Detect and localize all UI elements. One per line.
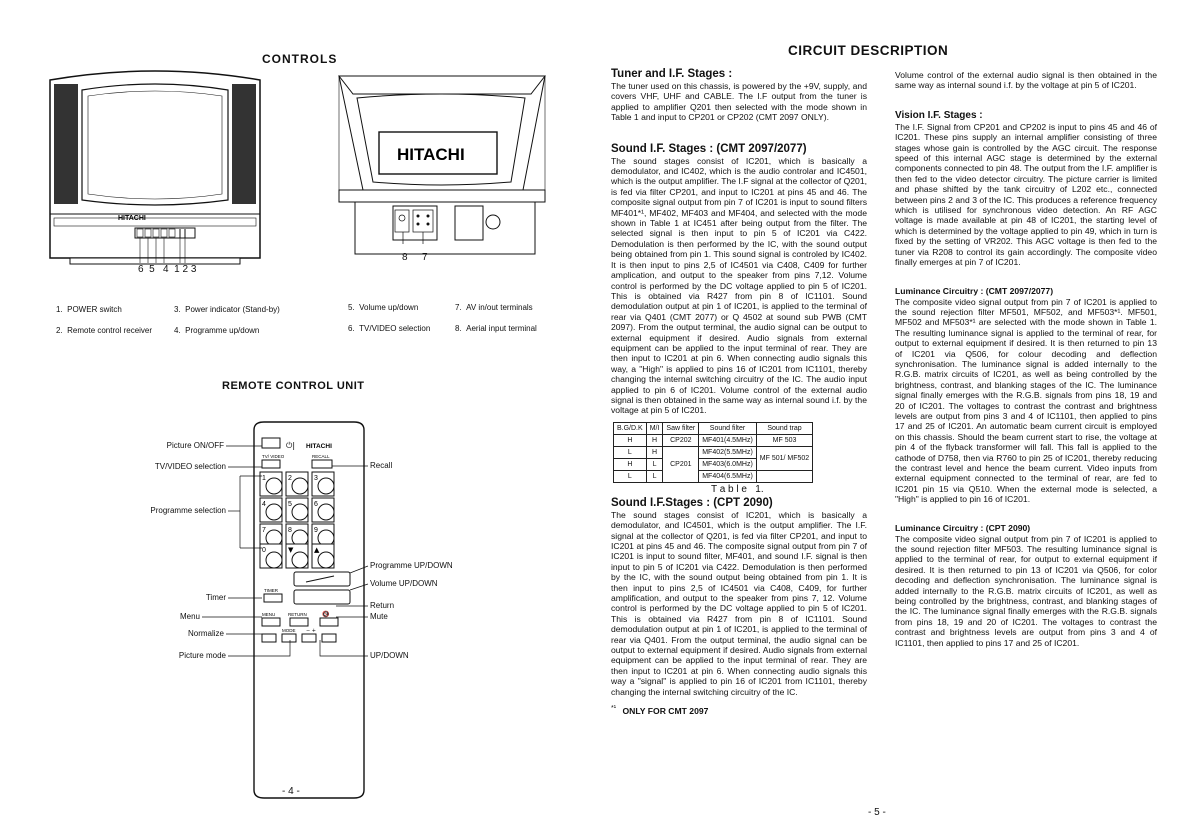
svg-text:5: 5 (288, 501, 292, 508)
page-number-right: - 5 - (868, 807, 886, 818)
remote-label-programme-selection: Programme selection (150, 506, 226, 515)
remote-menu-label: MENU (262, 612, 276, 617)
back-callout-7: 7 (422, 252, 428, 263)
tuner-heading: Tuner and I.F. Stages : (611, 68, 733, 80)
remote-label-mute: Mute (370, 612, 388, 621)
controls-title: CONTROLS (262, 52, 338, 66)
table-caption: T a b l e 1. (711, 483, 764, 495)
luminance-2090-heading: Luminance Circuitry : (CPT 2090) (895, 522, 1031, 533)
sound-if-2090-paragraph: The sound stages consist of IC201, which is basically a demodulator, and IC4501, which is the output amplifier. The I.F. signal at the collector of Q201, is fed via filter CP201, and input to IC201 at pins 45 and 46. The composite signal output from pin 7 of IC201 is input to sound filter, MF401, and sound I.F. signal is then input to pin 5 of IC201 via C422. Demodulation is then performed by the IC, with the sound output being obtained from pin 1. It is then input to pins 2,5 of IC4501 via C408, C409, for further amplification, and output to the speaker from pins 7, 12. Volume control is performed by the DC voltage applied to pin 5 of IC201. This is obtained via R427 from pin 8 of IC1101. Sound demodulation output at pin 1 of IC201, is applied to the terminal of rear via Q401. From the output terminal, the audio signal can be output to external equipment if desired. Audio signals from external equipment can be applied to the input terminal of rear. They are then input to IC201 at pin 6. When connecting audio signals this way a "signal" is applied to pin 16 of IC201 from IC1101, thereby changing the internal switching circuitry of the IC. (611, 509, 867, 697)
svg-text:− +: − + (306, 628, 316, 634)
legend-item-4: 4. Programme up/down (174, 326, 260, 335)
remote-brand-label: HITACHI (306, 443, 332, 450)
front-callout-numbers: 6 5 4 1 2 3 (138, 264, 197, 275)
remote-label-programme-updown: Programme UP/DOWN (370, 561, 453, 570)
remote-label-picture-onoff: Picture ON/OFF (166, 441, 224, 450)
remote-timer-label: TIMER (264, 588, 278, 593)
remote-label-updown: UP/DOWN (370, 651, 409, 660)
vision-paragraph: The I.F. Signal from CP201 and CP202 is input to pins 45 and 46 of IC201. These pins supply an internal amplifier consisting of three stages whose gain is controlled by the AGC circuit. The response speed of this internal AGC stage is determined by the external components connected to pin 48. The output from the I.F. amplifier is then fed to the video detector circuitry. The picture carrier is limited and phase shifted by the tank circuitry of L202 etc., connected between pins 2 and 3 of the IC. This produces a reference frequency which is utilised for synchronous video detection. An RF AGC voltage is made available at pin 48 of IC201, the starting level of which is determined by the voltage applied to pin 49, which in turn is fixed by the setting of VR202. This AGC voltage is then fed to the tuner via R208 to control its gain accordingly. The composite video finally emerges at pin 7 of IC201. (895, 121, 1157, 268)
intro-paragraph: Volume control of the external audio signal is then obtained in the same way as internal sound i.f. by the voltage at pin 5 of IC201. (895, 70, 1157, 91)
sound-if-2097-paragraph: The sound stages consist of IC201, which is basically a demodulator, and IC402, which is the audio controlar and IC4501, which is the output amplifier. The I.F signal at the collector of Q201, is fed via filter CP201, and input to IC201 at pins 45 and 46. The composite signal output from pin 7 of IC201 is input to sound filters MF401*¹, MF402, MF403 and MF404, and selected with the mode shown in Table 1 at IC451 after being output from the filter. The selected signal is then input to pin 5 of IC201 via C422. Demodulation is then performed by the IC, with the sound output being obtained from pin 1. This sound signal is controled by IC402. It is then input to pins 2,5 of IC4501 via C408, C409 for further amplication, and output to the speaker from pins 7,12. Volume control is performed by the DC voltage applied to pin 5 of IC201. This is obtained via R427 from pin 8 of IC1101. Sound demodulation output at pin 1 of IC201, is applied to the terminal of rear via Q401 (CMT 2077) or Q 4502 at sound sub PWB (CMT 2097). From the output terminal, the audio signal can be output to external equipment if desired. Audio signals from external equipment can be applied to the input terminal of rear. They are then input to IC201 at pin 6. When connecting audio signals this way, a "High" is applied to pins 16 of IC201 from IC1101, thereby changing the internal switching circuitry of the IC. The audio input applied to pin 6 of IC201. Volume control of the external audio signal is then obtained in the same way as internal sound i.f. by the voltage at pin 5 of IC201. (611, 155, 867, 416)
svg-text:9: 9 (314, 527, 318, 534)
tuner-paragraph: The tuner used on this chassis, is powered by the +9V, supply, and covers VHF, UHF and CABLE. The I.F output from the tuner is applied to amplifier Q201 then selected with the mode shown in Table 1 and input to CP201 or CP202 (CMT 2097 ONLY). (611, 81, 867, 123)
remote-label-recall: Recall (370, 461, 393, 470)
tv-front-brand: HITACHI (118, 215, 146, 222)
remote-title: REMOTE CONTROL UNIT (222, 380, 365, 392)
circuit-title: CIRCUIT DESCRIPTION (788, 43, 949, 58)
luminance-2090-paragraph: The composite video signal output from pin 7 of IC201 is applied to the sound rejection filter MF503. The resulting luminance signal is applied to the terminal of rear, for output to external equipment if desired. It is then returned to pin 13 of IC201 via Q506, for color decoding and deflection synchronisation. The luminance signal is added internally to the R.G.B. matrix circuits of IC201, as well as being controlled by the brightness, contrast, and blanking stages of the IC. The luminance signal finally emerges with the R.G.B. signals from pins 18, 19 and 20 of IC201. The voltages to contrast the contrast and brightness levels are output from pins 3 and 4 of IC1101, then applied to pins 17 and 25 of IC201. (895, 533, 1157, 648)
remote-label-volume-updown: Volume UP/DOWN (370, 579, 438, 588)
remote-mode-label: MODE (282, 628, 296, 633)
svg-text:▲: ▲ (314, 546, 320, 554)
remote-return-label: RETURN (288, 612, 307, 617)
luminance-2097-heading: Luminance Circuitry : (CMT 2097/2077) (895, 285, 1054, 296)
svg-text:🔇: 🔇 (322, 611, 330, 618)
svg-text:1: 1 (262, 475, 266, 482)
column-1 (611, 68, 867, 716)
back-callout-8: 8 (402, 252, 408, 263)
svg-text:0: 0 (262, 547, 266, 554)
remote-label-return: Return (370, 601, 395, 610)
svg-text:8: 8 (288, 527, 292, 534)
legend-item-8: 8. Aerial input terminal (455, 324, 537, 333)
remote-tvvideo-label: TV/ VIDEO (262, 454, 285, 459)
footnote: $^{*^1}$ ONLY FOR CMT 2097 (611, 705, 709, 716)
luminance-2097-paragraph: The composite video signal output from pin 7 of IC201 is applied to the sound rejection filter MF501, MF502, and MF503*¹. MF501, MF502 and MF503*¹ are selected with the mode shown in Table 1. The resulting luminance signal is applied to the terminal of rear, for output to external equipment if desired. It is then returned to pin 13 of IC201 via Q506, for colour decoding and deflection synchronisation. The luminance signal is added internally to the R.G.B. matrix circuits of IC201, as well as being controlled by the brightness, contrast, and blanking stages of the IC. The luminance signal finally emerges with the R.G.B. signals from pins 18, 19 and 20 of IC201. The voltages to contrast the contrast and brightness levels are output from pins 3 and 4 of IC1101, then applied to pins 17 and 25 of IC201. An automatic beam current circuit is employed on this chassis. Should the beam current start to rise, the voltage at pin 4 of the flyback transformer will fall. This fall is applied to the cathode of D758, then via R760 to pin 25 of IC201, thereby reducing the contrast level and hence the beam current. Video inputs from external equipment connected to the terminal of rear, are fed to IC201 pin 15 via Q510. When the external mode is selected, a "High" is applied to pin 16 of IC201. (895, 296, 1157, 505)
remote-recall-label: RECALL (312, 454, 330, 459)
svg-text:2: 2 (288, 475, 292, 482)
sound-if-2097-heading: Sound I.F. Stages : (CMT 2097/2077) (611, 142, 807, 155)
legend-item-6: 6. TV/VIDEO selection (348, 324, 431, 333)
legend-item-5: 5. Volume up/down (348, 303, 419, 312)
svg-text:▼: ▼ (288, 546, 294, 554)
svg-text:7: 7 (262, 527, 266, 534)
remote-label-tvvideo: TV/VIDEO selection (154, 462, 226, 471)
svg-text:⏻|: ⏻| (286, 441, 296, 450)
mode-table: B.G/D.K M/I Saw filter Sound filter Sound trap H H CP202 MF401(4.5MHz) MF 503 L H CP201 MF402(5.5MHz) MF 501/ MF502 H L MF403(6.0MHz) L L MF404(6.5MHz) (613, 422, 813, 483)
legend-item-7: 7. AV in/out terminals (455, 303, 533, 312)
remote-label-normalize: Normalize (187, 629, 224, 638)
page-number-left: - 4 - (282, 786, 300, 797)
svg-text:6: 6 (314, 501, 318, 508)
remote-label-menu: Menu (179, 612, 200, 621)
legend-item-2: 2. Remote control receiver (56, 326, 153, 335)
legend-item-1: 1. POWER switch (56, 305, 122, 314)
column-2 (895, 70, 1157, 648)
remote-label-picture-mode: Picture mode (178, 651, 226, 660)
sound-if-2090-heading: Sound I.F.Stages : (CPT 2090) (611, 496, 773, 509)
vision-heading: Vision I.F. Stages : (895, 109, 983, 121)
tv-back-brand: HITACHI (397, 145, 465, 164)
svg-text:4: 4 (262, 501, 266, 508)
legend-item-3: 3. Power indicator (Stand-by) (174, 305, 280, 314)
svg-text:3: 3 (314, 475, 318, 482)
remote-label-timer: Timer (205, 593, 226, 602)
